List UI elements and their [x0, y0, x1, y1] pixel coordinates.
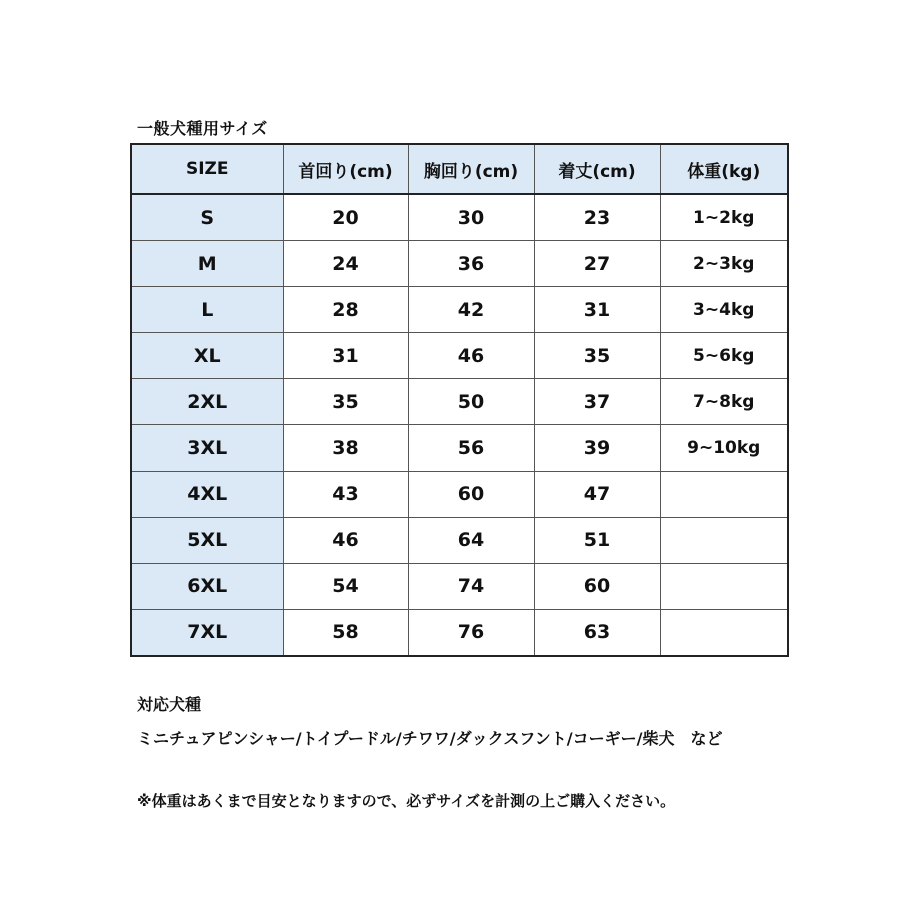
- table-row: [131, 471, 788, 517]
- neck-cell: 20: [283, 194, 408, 241]
- size-cell: XL: [131, 333, 283, 379]
- chest-cell: 60: [408, 471, 534, 517]
- table-row: [131, 287, 788, 333]
- length-cell: 37: [534, 379, 660, 425]
- length-cell: 31: [534, 287, 660, 333]
- weight-cell: 7~8kg: [660, 379, 788, 425]
- neck-cell: 58: [283, 609, 408, 656]
- length-cell: 60: [534, 563, 660, 609]
- size-cell: L: [131, 287, 283, 333]
- table-row: [131, 425, 788, 471]
- column-header-weight: 体重(kg): [660, 144, 788, 194]
- column-header-chest: 胸回り(cm): [408, 144, 534, 194]
- neck-cell: 43: [283, 471, 408, 517]
- chest-cell: 64: [408, 517, 534, 563]
- chest-cell: 74: [408, 563, 534, 609]
- chest-cell: 56: [408, 425, 534, 471]
- neck-cell: 46: [283, 517, 408, 563]
- weight-cell: [660, 471, 788, 517]
- chest-cell: 30: [408, 194, 534, 241]
- size-cell: 5XL: [131, 517, 283, 563]
- table-row: [131, 379, 788, 425]
- size-cell: 2XL: [131, 379, 283, 425]
- neck-cell: 38: [283, 425, 408, 471]
- length-cell: 51: [534, 517, 660, 563]
- neck-cell: 24: [283, 241, 408, 287]
- compatible-breeds-list: ミニチュアピンシャー/トイプードル/チワワ/ダックスフント/コーギー/柴犬 など: [137, 729, 723, 748]
- length-cell: 63: [534, 609, 660, 656]
- table-row: [131, 563, 788, 609]
- chest-cell: 76: [408, 609, 534, 656]
- size-cell: 7XL: [131, 609, 283, 656]
- weight-cell: 5~6kg: [660, 333, 788, 379]
- length-cell: 47: [534, 471, 660, 517]
- length-cell: 35: [534, 333, 660, 379]
- weight-cell: [660, 609, 788, 656]
- size-cell: 4XL: [131, 471, 283, 517]
- weight-cell: [660, 517, 788, 563]
- table-row: [131, 194, 788, 241]
- table-row: [131, 517, 788, 563]
- size-cell: M: [131, 241, 283, 287]
- chest-cell: 36: [408, 241, 534, 287]
- size-cell: 3XL: [131, 425, 283, 471]
- size-cell: 6XL: [131, 563, 283, 609]
- weight-cell: 3~4kg: [660, 287, 788, 333]
- weight-cell: 2~3kg: [660, 241, 788, 287]
- chest-cell: 42: [408, 287, 534, 333]
- weight-cell: 1~2kg: [660, 194, 788, 241]
- table-header-row: [131, 144, 788, 194]
- neck-cell: 31: [283, 333, 408, 379]
- neck-cell: 54: [283, 563, 408, 609]
- length-cell: 23: [534, 194, 660, 241]
- size-cell: S: [131, 194, 283, 241]
- neck-cell: 35: [283, 379, 408, 425]
- table-row: [131, 333, 788, 379]
- chest-cell: 50: [408, 379, 534, 425]
- length-cell: 27: [534, 241, 660, 287]
- table-row: [131, 609, 788, 656]
- neck-cell: 28: [283, 287, 408, 333]
- compatible-breeds-title: 対応犬種: [137, 695, 202, 714]
- weight-cell: 9~10kg: [660, 425, 788, 471]
- column-header-neck: 首回り(cm): [283, 144, 408, 194]
- length-cell: 39: [534, 425, 660, 471]
- chest-cell: 46: [408, 333, 534, 379]
- column-header-size: SIZE: [131, 144, 283, 194]
- table-row: [131, 241, 788, 287]
- page-title: 一般犬種用サイズ: [137, 119, 268, 138]
- weight-cell: [660, 563, 788, 609]
- weight-disclaimer-note: ※体重はあくまで目安となりますので、必ずサイズを計測の上ご購入ください。: [137, 792, 676, 810]
- column-header-length: 着丈(cm): [534, 144, 660, 194]
- size-chart-table: [130, 143, 789, 657]
